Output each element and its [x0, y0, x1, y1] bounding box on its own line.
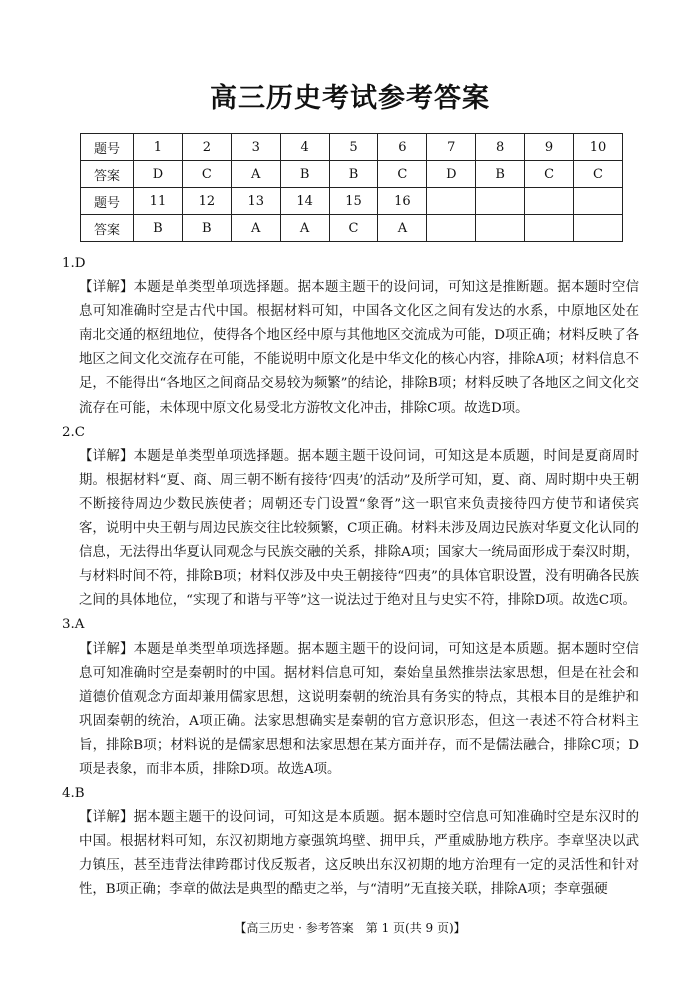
- explanation-text: 【详解】本题是单类型单项选择题。据本题主题干设问词，可知这是本质题，时间是夏商周时期。根据材料“夏、商、周三朝不断有接待‘四夷’的活动”及所学可知，夏、商、周时期中央王朝不断接待周边少数民族使者；周朝还专门设置“象胥”这一职官来负责接待四方使节和诸侯宾客，说明中央王朝与周边民族交往比较频繁，C项正确。材料未涉及周边民族对华夏文化认同的信息，无法得出华夏认同观念与民族交融的关系，排除A项；国家大一统局面形成于秦汉时期，与材料时间不符，排除B项；材料仅涉及中央王朝接待“四夷”的具体官职设置，没有明确各民族之间的具体地位，“实现了和谐与平等”这一说法过于绝对且与史实不符，排除D项。故选C项。: [79, 448, 639, 609]
- table-cell: [476, 215, 525, 242]
- table-cell: 4: [280, 134, 329, 161]
- table-cell: C: [182, 161, 231, 188]
- table-cell: 13: [231, 188, 280, 215]
- row-header: 题号: [81, 134, 134, 161]
- table-cell: 3: [231, 134, 280, 161]
- answer-table: [80, 133, 623, 242]
- explanation-text: 【详解】本题是单类型单项选择题。据本题主题干的设问词，可知这是本质题。据本题时空信息可知准确时空是秦朝时的中国。据材料信息可知，秦始皇虽然推崇法家思想，但是在社会和道德价值观念方面却兼用儒家思想，这说明秦朝的统治具有务实的特点，其根本目的是维护和巩固秦朝的统治，A项正确。法家思想确实是秦朝的官方意识形态，但这一表述不符合材料主旨，排除B项；材料说的是儒家思想和法家思想在某方面并存，而不是儒法融合，排除C项；D项是表象，而非本质，排除D项。故选A项。: [79, 641, 639, 777]
- row-header: 答案: [81, 161, 134, 188]
- table-cell: 12: [182, 188, 231, 215]
- page-title: 高三历史考试参考答案: [210, 83, 490, 114]
- table-cell: 15: [329, 188, 378, 215]
- table-cell: 5: [329, 134, 378, 161]
- table-cell: 14: [280, 188, 329, 215]
- table-row: [81, 134, 623, 161]
- table-cell: A: [231, 215, 280, 242]
- table-cell: 2: [182, 134, 231, 161]
- table-cell: A: [378, 215, 427, 242]
- question-number: 2.C: [62, 424, 86, 440]
- table-cell: C: [329, 215, 378, 242]
- table-cell: B: [476, 161, 525, 188]
- table-row: [81, 188, 623, 215]
- table-cell: B: [182, 215, 231, 242]
- question-number: 1.D: [62, 256, 86, 271]
- table-cell: D: [427, 161, 476, 188]
- explanation-text: 【详解】据本题主题干的设问词，可知这是本质题。据本题时空信息可知准确时空是东汉时的中国。根据材料可知，东汉初期地方豪强筑坞壁、拥甲兵，严重威胁地方秩序。李章坚决以武力镇压，甚至违背法律跨郡讨伐反叛者，这反映出东汉初期的地方治理有一定的灵活性和针对性，B项正确；李章的做法是典型的酷吏之举，与“清明”无直接关联，排除A项；李章强硬: [79, 810, 639, 898]
- table-cell: 7: [427, 134, 476, 161]
- question-number: 3.A: [62, 617, 85, 633]
- table-cell: [476, 188, 525, 215]
- table-cell: C: [378, 161, 427, 188]
- table-cell: 8: [476, 134, 525, 161]
- table-cell: [427, 215, 476, 242]
- table-cell: B: [280, 161, 329, 188]
- table-cell: 6: [378, 134, 427, 161]
- table-cell: [574, 188, 623, 215]
- table-cell: [574, 215, 623, 242]
- table-cell: 1: [134, 134, 183, 161]
- table-cell: C: [574, 161, 623, 188]
- question-number: 4.B: [62, 786, 85, 802]
- table-row: [81, 215, 623, 242]
- table-cell: C: [525, 161, 574, 188]
- row-header: 题号: [81, 188, 134, 215]
- explanation-text: 【详解】本题是单类型单项选择题。据本题主题干的设问词，可知这是推断题。据本题时空信息可知准确时空是古代中国。根据材料可知，中国各文化区之间有发达的水系，中原地区处在南北交通的枢纽地位，使得各个地区经中原与其他地区交流成为可能，D项正确；材料反映了各地区之间文化交流存在可能，不能说明中原文化是中华文化的核心内容，排除A项；材料信息不足，不能得出“各地区之间商品交易较为频繁”的结论，排除B项；材料反映了各地区之间文化交流存在可能，未体现中原文化易受北方游牧文化冲击，排除C项。故选D项。: [79, 280, 639, 416]
- row-header: 答案: [81, 215, 134, 242]
- table-cell: [525, 215, 574, 242]
- table-cell: [427, 188, 476, 215]
- table-cell: [525, 188, 574, 215]
- table-cell: A: [280, 215, 329, 242]
- explanations: [62, 252, 639, 903]
- table-cell: 10: [574, 134, 623, 161]
- table-cell: D: [134, 161, 183, 188]
- table-cell: A: [231, 161, 280, 188]
- table-cell: B: [134, 215, 183, 242]
- page-footer: 【高三历史 · 参考答案 第 1 页(共 9 页)】: [234, 921, 466, 935]
- table-cell: 16: [378, 188, 427, 215]
- table-cell: 9: [525, 134, 574, 161]
- table-cell: 11: [134, 188, 183, 215]
- table-cell: B: [329, 161, 378, 188]
- table-row: [81, 161, 623, 188]
